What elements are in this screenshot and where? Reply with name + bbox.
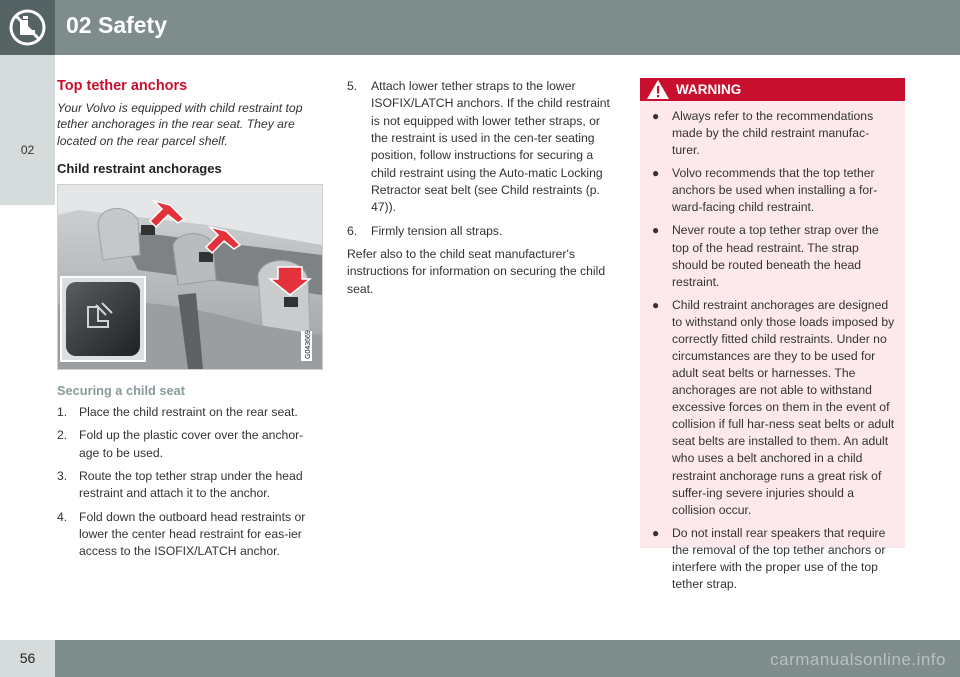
watermark: carmanualsonline.info bbox=[770, 650, 946, 669]
list-item: ● Child restraint anchorages are designed to withstand only those loads imposed by correctly fitted child restraints. Under no circumstances are they to be used for adult seat belts or harnesses. The anchorages are not able to withstand excessive forces on them in the event of collision if full har-ness seat belts or adult seat belts are installed to them. An adult who uses a belt anchored in a child restraint anchorage runs a great risk of suffer-ing severe injuries should a collision occur. bbox=[652, 297, 895, 517]
safety-logo bbox=[0, 0, 55, 55]
warning-header bbox=[640, 78, 905, 101]
list-item: 3. Route the top tether strap under the head restraint and attach it to the anchor. bbox=[57, 469, 303, 501]
list-item: ● Never route a top tether strap over the top of the head restraint. The strap should be routed beneath the head restraint. bbox=[652, 223, 879, 289]
column-left bbox=[57, 78, 323, 567]
figure-code: G043669 bbox=[305, 330, 312, 360]
list-item: ● Volvo recommends that the top tether anchors be used when installing a for-ward-facing child restraint. bbox=[652, 166, 878, 215]
rear-shelf-anchors-image bbox=[58, 185, 322, 369]
warning-triangle-icon bbox=[645, 78, 671, 101]
page-number: 56 bbox=[19, 650, 36, 666]
list-item: 2. Fold up the plastic cover over the anchor-age to be used. bbox=[57, 428, 304, 460]
list-item: 6. Firmly tension all straps. bbox=[347, 223, 503, 238]
warning-box bbox=[640, 78, 905, 592]
list-item: 4. Fold down the outboard head restraints or lower the center head restraint for eas-ier access to the ISOFIX/LATCH anchor. bbox=[57, 509, 306, 559]
section-title: Top tether anchors bbox=[57, 78, 188, 94]
steps-heading: Securing a child seat bbox=[57, 383, 186, 399]
list-item: ● Always refer to the recommendations made by the child restraint manufac-turer. bbox=[652, 109, 874, 158]
list-item: 5. Attach lower tether straps to the lower ISOFIX/LATCH anchors. If the child restraint is not equipped with lower tether straps, or the restraint is used in the cen-ter seating position, follow instructions for securing a child restraint using the Auto-matic Locking Retractor seat belt (see Child restraints (p. 47)). bbox=[347, 79, 610, 215]
anchorage-illustration bbox=[57, 184, 323, 370]
list-item: 1. Place the child restraint on the rear seat. bbox=[57, 405, 298, 420]
chapter-side-tab bbox=[0, 55, 55, 205]
column-middle bbox=[347, 78, 617, 298]
list-item: ● Do not install rear speakers that require the removal of the top tether anchors or interfere with the proper use of the top tether strap. bbox=[652, 525, 886, 592]
steps-list-right bbox=[347, 78, 617, 240]
chapter-title: 02 Safety bbox=[66, 12, 168, 38]
warning-title: WARNING bbox=[676, 82, 742, 97]
subsection-heading: Child restraint anchorages bbox=[57, 161, 222, 177]
steps-list-left bbox=[57, 404, 323, 561]
warning-list bbox=[640, 101, 905, 593]
section-intro: Your Volvo is equipped with child restraint top tether anchorages in the rear seat. They are located on the rear parcel shelf. bbox=[57, 101, 303, 148]
chapter-side-tab-label: 02 bbox=[20, 143, 35, 157]
manufacturer-note: Refer also to the child seat manufacturer's instructions for information on securing the child seat. bbox=[347, 246, 606, 296]
no-child-seat-airbag-icon bbox=[0, 0, 55, 55]
